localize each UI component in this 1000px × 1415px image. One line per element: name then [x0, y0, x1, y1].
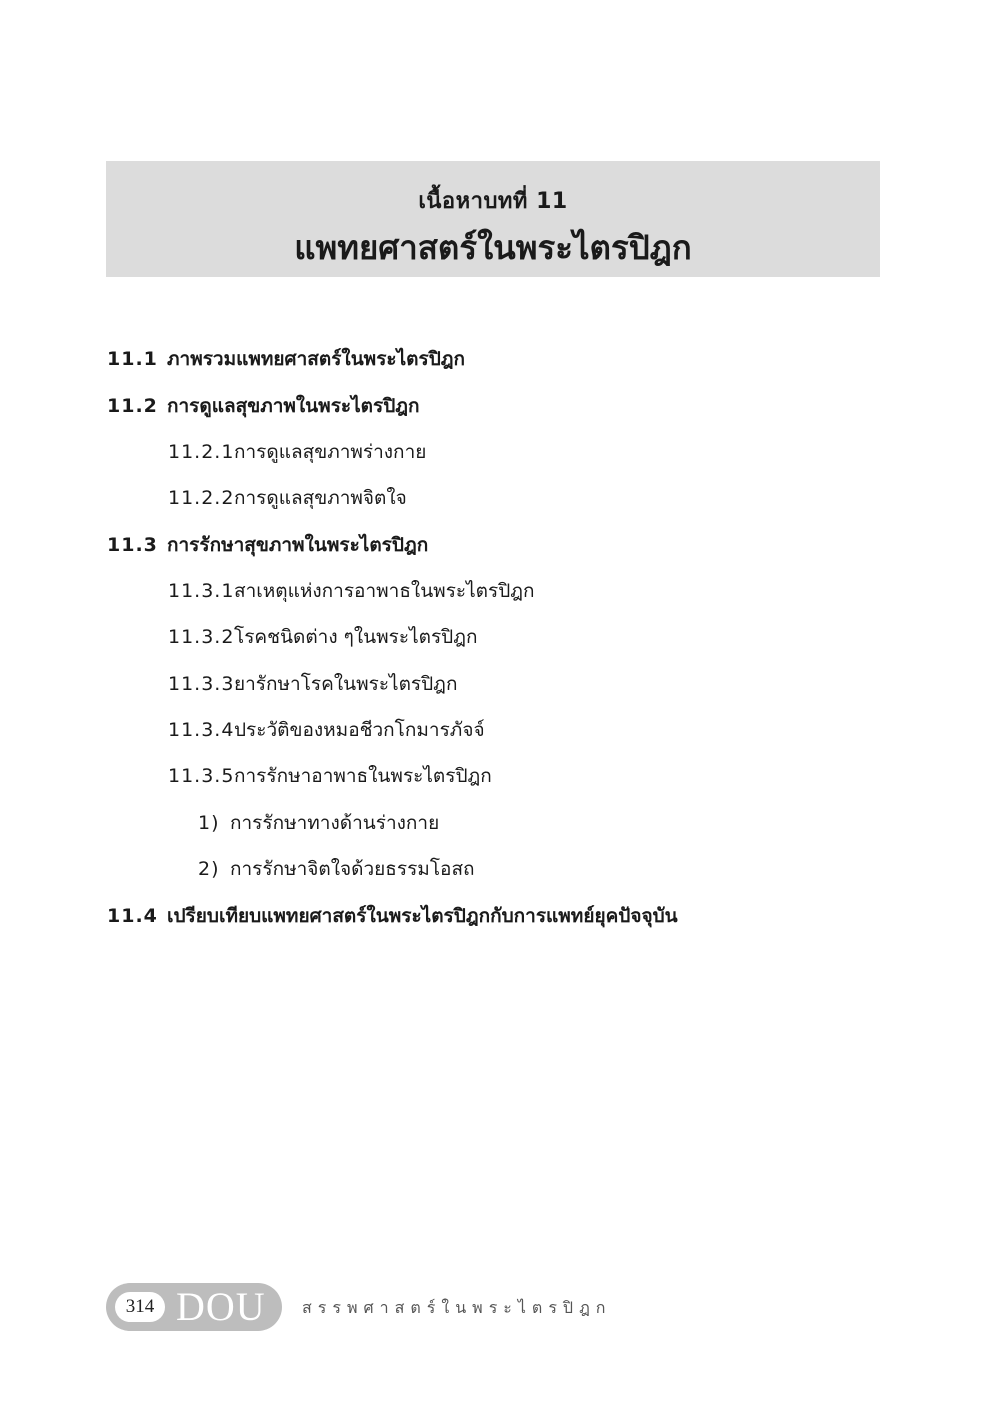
toc-item [107, 903, 678, 929]
toc-item [107, 346, 465, 372]
toc-label: การดูแลสุขภาพในพระไตรปิฎก [167, 395, 420, 417]
toc-label: การรักษาทางด้านร่างกาย [230, 812, 440, 834]
toc-number: 11.4 [107, 905, 158, 927]
toc-item [107, 532, 428, 558]
book-title: สรรพศาสตร์ในพระไตรปิฎก [302, 1298, 612, 1317]
toc-label: ภาพรวมแพทยศาสตร์ในพระไตรปิฎก [167, 348, 466, 370]
toc-number: 11.3.2 [168, 626, 235, 648]
brand-logo: DOU [176, 1284, 266, 1329]
toc-label: การรักษาสุขภาพในพระไตรปิฎก [167, 534, 429, 556]
toc-number: 11.3.4 [168, 719, 235, 741]
chapter-title: แพทยศาสตร์ในพระไตรปิฎก [294, 228, 692, 267]
toc-label: การดูแลสุขภาพร่างกาย [234, 441, 427, 463]
toc-label: เปรียบเทียบแพทยศาสตร์ในพระไตรปิฎกกับการแพทย์ยุคปัจจุบัน [167, 905, 678, 927]
toc-label: ประวัติของหมอชีวกโกมารภัจจ์ [234, 719, 485, 741]
toc-number: 2) [198, 858, 220, 880]
chapter-number: เนื้อหาบทที่ 11 [418, 189, 568, 214]
toc-number: 11.3.3 [168, 673, 235, 695]
toc-label: การรักษาอาพาธในพระไตรปิฎก [234, 765, 492, 787]
toc-label: ยารักษาโรคในพระไตรปิฎก [234, 673, 458, 695]
toc-number: 11.2.2 [168, 487, 235, 509]
footer-badge [106, 1283, 282, 1331]
toc-item [168, 717, 485, 743]
toc-item [168, 671, 457, 697]
toc-item [168, 624, 478, 650]
toc-label: การรักษาจิตใจด้วยธรรมโอสถ [230, 858, 475, 880]
toc-number: 11.3 [107, 534, 158, 556]
toc-item [198, 810, 439, 836]
toc-number: 11.2.1 [168, 441, 235, 463]
toc-label: สาเหตุแห่งการอาพาธในพระไตรปิฎก [234, 580, 535, 602]
toc-item [168, 578, 535, 604]
toc-item [168, 439, 426, 465]
toc-number: 11.2 [107, 395, 158, 417]
toc-number: 11.3.5 [168, 765, 235, 787]
page-number: 314 [115, 1292, 165, 1322]
toc-number: 11.3.1 [168, 580, 235, 602]
chapter-header [106, 161, 880, 277]
toc-item [107, 393, 420, 419]
toc-item [198, 856, 475, 882]
toc-number: 1) [198, 812, 220, 834]
toc-item [168, 485, 407, 511]
toc-item [168, 763, 492, 789]
toc-number: 11.1 [107, 348, 158, 370]
toc-label: การดูแลสุขภาพจิตใจ [234, 487, 407, 509]
toc-label: โรคชนิดต่าง ๆในพระไตรปิฎก [234, 626, 478, 648]
